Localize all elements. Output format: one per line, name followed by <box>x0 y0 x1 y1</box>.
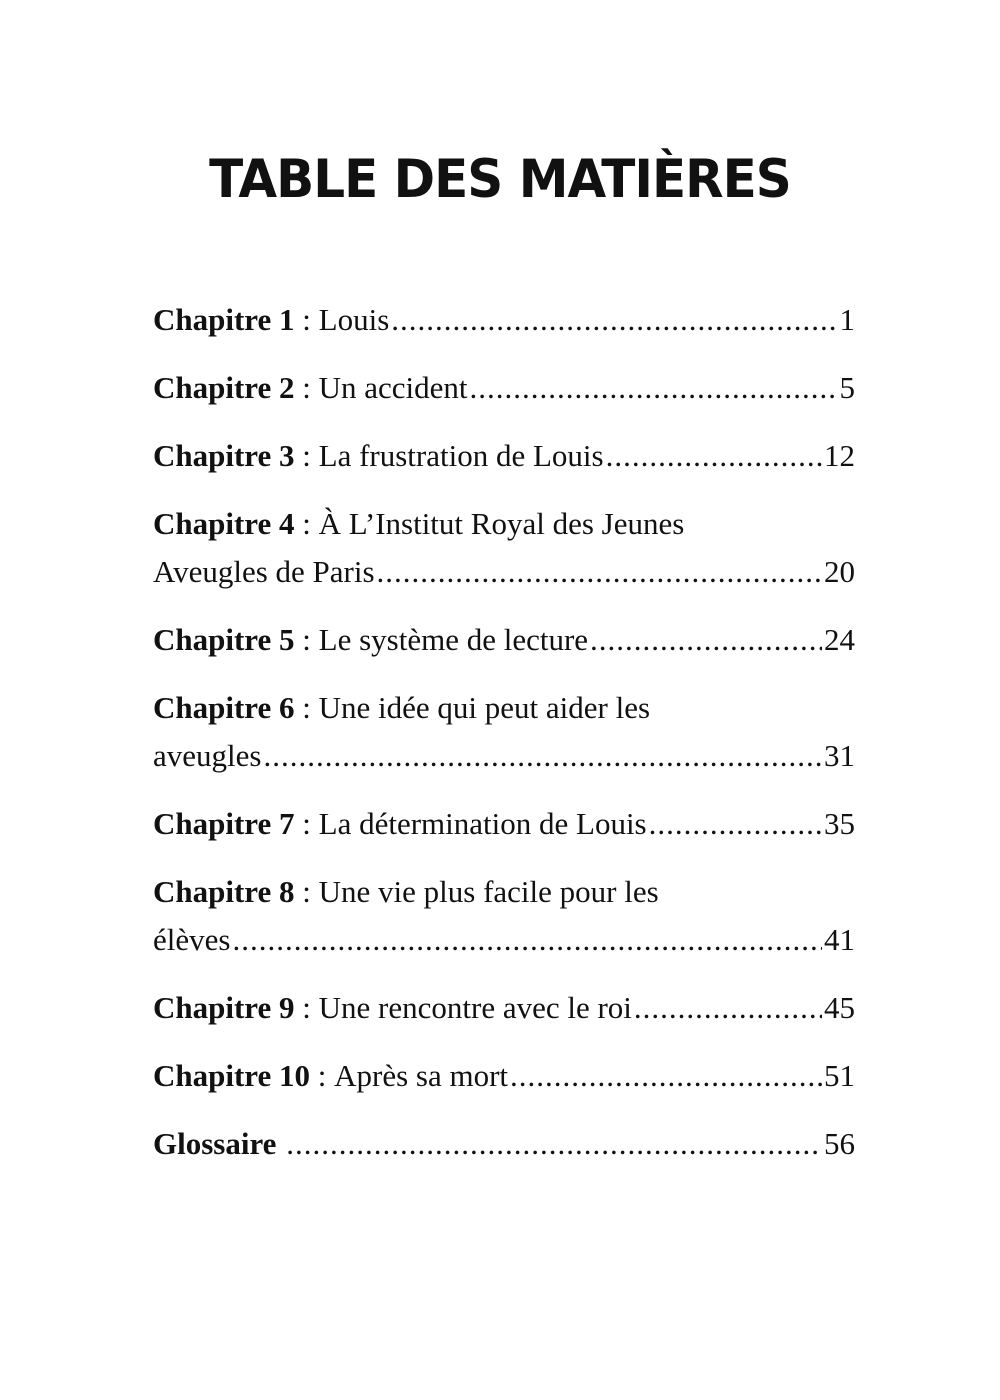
toc-entry[interactable] <box>153 868 855 964</box>
toc-line <box>153 684 855 732</box>
dot-leader <box>263 732 822 780</box>
toc-entry[interactable] <box>153 296 855 344</box>
separator: : <box>294 438 319 473</box>
page-title: TABLE DES MATIÈRES <box>209 148 791 210</box>
chapter-label: Chapitre 2 <box>153 370 295 405</box>
toc-entry[interactable] <box>153 800 855 848</box>
toc-entry[interactable] <box>153 1120 855 1168</box>
separator: : <box>310 1058 335 1093</box>
chapter-label: Chapitre 10 <box>153 1058 311 1093</box>
separator: : <box>294 370 319 405</box>
chapter-label: Chapitre 9 <box>153 990 295 1025</box>
chapter-label: Chapitre 1 <box>153 302 295 337</box>
chapter-title: Une rencontre avec le roi <box>318 990 632 1025</box>
toc-entry[interactable] <box>153 616 855 664</box>
page-number: 24 <box>824 622 855 657</box>
separator: : <box>294 874 319 909</box>
page-number: 1 <box>839 302 855 337</box>
chapter-title: Louis <box>318 302 390 337</box>
page-number: 5 <box>839 370 855 405</box>
toc-line <box>153 916 855 964</box>
toc-entry[interactable] <box>153 500 855 596</box>
separator: : <box>294 302 319 337</box>
toc-entry[interactable] <box>153 984 855 1032</box>
chapter-title-continued: élèves <box>153 922 231 957</box>
toc-line <box>153 732 855 780</box>
page-number: 31 <box>824 738 855 773</box>
chapter-title: À L’Institut Royal des Jeunes <box>318 506 685 541</box>
toc-line <box>153 1052 855 1100</box>
toc-line <box>153 800 855 848</box>
chapter-label: Chapitre 5 <box>153 622 295 657</box>
separator <box>276 1120 284 1168</box>
chapter-title: Le système de lecture <box>318 622 589 657</box>
dot-leader <box>377 548 822 596</box>
chapter-label: Chapitre 4 <box>153 506 295 541</box>
toc-line <box>153 432 855 480</box>
separator: : <box>294 506 319 541</box>
chapter-title: Après sa mort <box>334 1058 509 1093</box>
chapter-title: Un accident <box>318 370 468 405</box>
toc-entry[interactable] <box>153 364 855 412</box>
toc-line <box>153 364 855 412</box>
chapter-title-continued: aveugles <box>153 738 262 773</box>
chapter-label: Glossaire <box>153 1126 277 1161</box>
page-number: 12 <box>824 438 855 473</box>
page-number: 51 <box>824 1058 855 1093</box>
chapter-title-continued: Aveugles de Paris <box>153 554 375 589</box>
page-number: 20 <box>824 554 855 589</box>
chapter-title: Une vie plus facile pour les <box>318 874 659 909</box>
toc-line <box>153 984 855 1032</box>
toc-entry[interactable] <box>153 432 855 480</box>
chapter-label: Chapitre 8 <box>153 874 295 909</box>
dot-leader <box>606 432 822 480</box>
page-number: 35 <box>824 806 855 841</box>
toc-line <box>153 296 855 344</box>
toc-entry[interactable] <box>153 684 855 780</box>
separator: : <box>294 622 319 657</box>
chapter-title: La détermination de Louis <box>318 806 647 841</box>
toc-line <box>153 868 855 916</box>
toc-line <box>153 1120 855 1168</box>
toc-line <box>153 548 855 596</box>
dot-leader <box>590 616 822 664</box>
chapter-label: Chapitre 3 <box>153 438 295 473</box>
separator: : <box>294 806 319 841</box>
dot-leader <box>286 1120 822 1168</box>
toc-line <box>153 500 855 548</box>
separator: : <box>294 990 319 1025</box>
page-number: 56 <box>824 1126 855 1161</box>
chapter-label: Chapitre 7 <box>153 806 295 841</box>
page-number: 45 <box>824 990 855 1025</box>
page-number: 41 <box>824 922 855 957</box>
toc-entry[interactable] <box>153 1052 855 1100</box>
dot-leader <box>510 1052 822 1100</box>
table-of-contents <box>153 296 855 1188</box>
toc-line <box>153 616 855 664</box>
separator: : <box>294 690 319 725</box>
dot-leader <box>634 984 822 1032</box>
dot-leader <box>391 296 837 344</box>
dot-leader <box>470 364 838 412</box>
chapter-title: La frustration de Louis <box>318 438 604 473</box>
chapter-title: Une idée qui peut aider les <box>318 690 651 725</box>
dot-leader <box>232 916 822 964</box>
chapter-label: Chapitre 6 <box>153 690 295 725</box>
dot-leader <box>649 800 822 848</box>
